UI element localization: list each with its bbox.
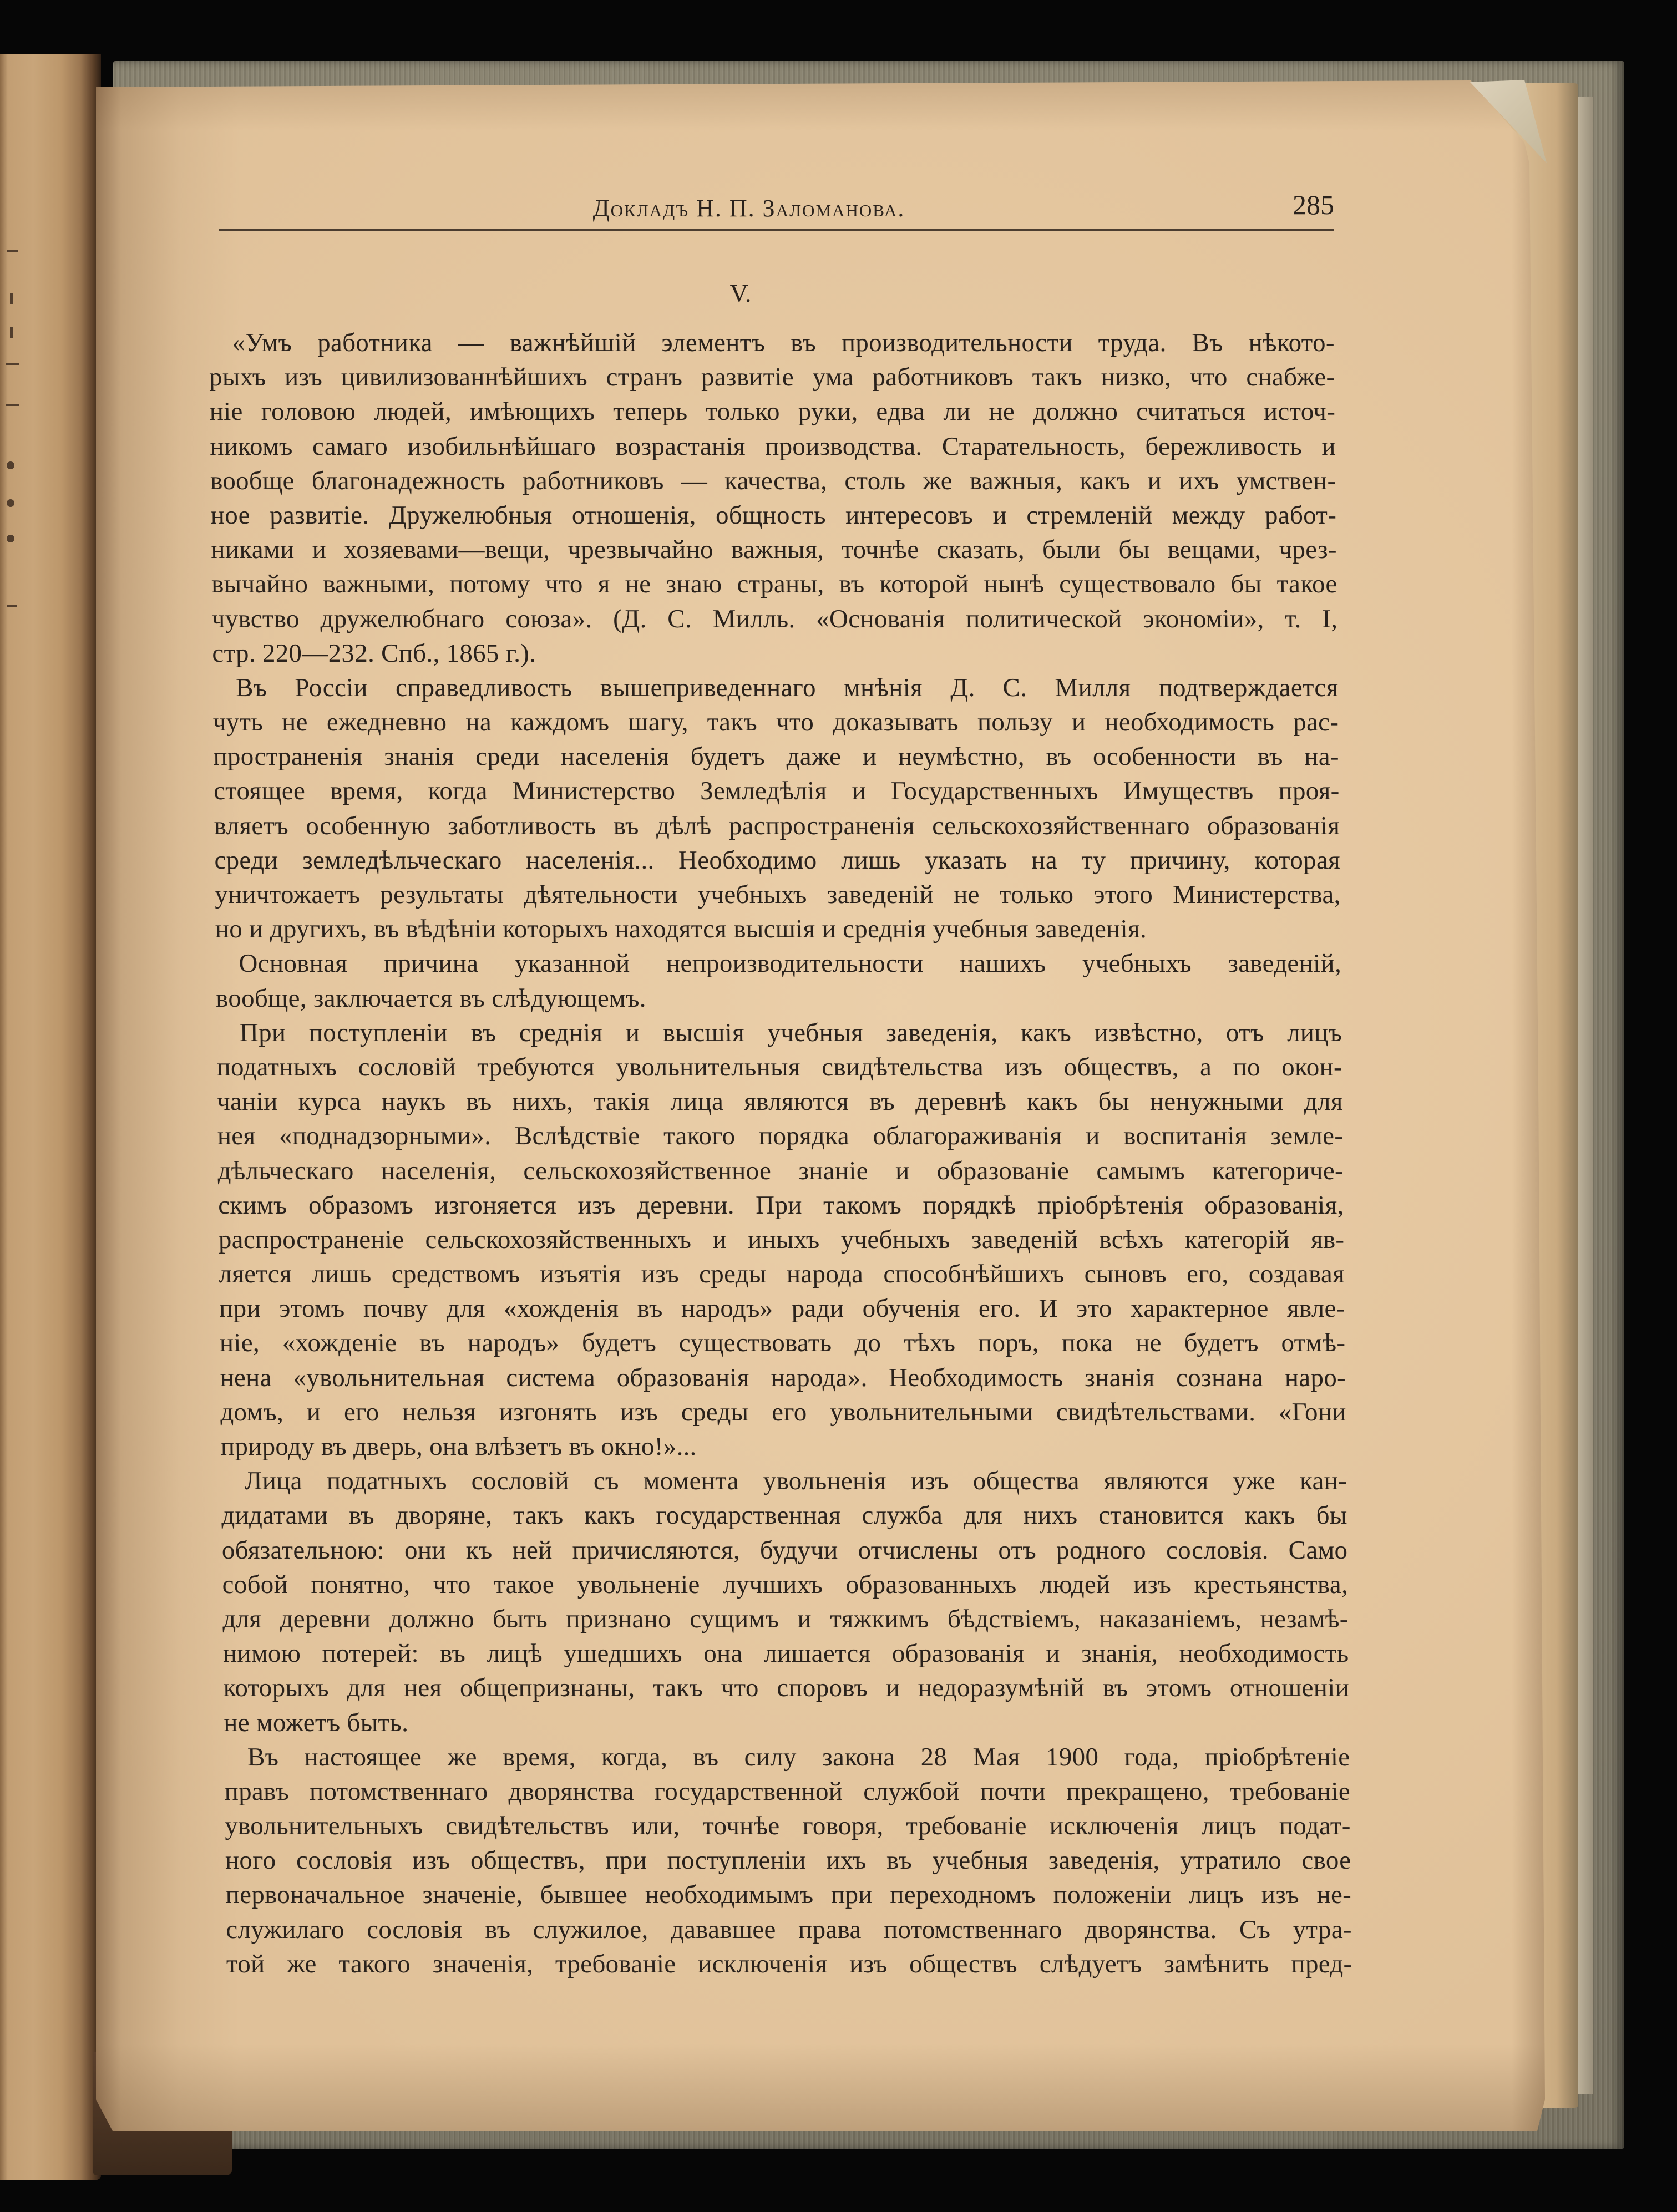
text-line: нимою потерей: въ лицѣ ушедшихъ она лишается образованія и знанія, необходимость bbox=[222, 1639, 1349, 1668]
text-line: скимъ образомъ изгоняется изъ деревни. При такомъ порядкѣ пріобрѣтенія образованія, bbox=[217, 1190, 1344, 1220]
facing-page-glyph-fragment bbox=[10, 293, 13, 304]
text-line: стоящее время, когда Министерство Земледѣлія и Государственныхъ Имуществъ проя- bbox=[213, 777, 1340, 806]
text-line: нена «увольнительная система образованія народа». Необходимость знанія сознана наро- bbox=[220, 1363, 1346, 1392]
text-line: служилаго сословія въ служилое, дававшее права потомственнаго дворянства. Съ утра- bbox=[226, 1915, 1352, 1944]
text-line: при этомъ почву для «хожденія въ народъ» ради обученія его. И это характерное явле- bbox=[219, 1294, 1345, 1323]
paragraph bbox=[215, 946, 1342, 1015]
facing-page-glyph-fragment bbox=[6, 363, 19, 365]
text-line: не можетъ быть. bbox=[223, 1708, 409, 1737]
text-line: дидатами въ дворяне, такъ какъ государственная служба для нихъ становится какъ бы bbox=[221, 1501, 1347, 1530]
text-line: правъ потомственнаго дворянства государственной службой почти прекращено, требованіе bbox=[224, 1777, 1351, 1806]
text-line: вляетъ особенную заботливость въ дѣлѣ распространенія сельскохозяйственнаго образованія bbox=[214, 811, 1340, 840]
text-line: пространенія знанія среди населенія будетъ даже и неумѣстно, въ особенности въ на- bbox=[213, 742, 1340, 772]
text-line: среди земледѣльческаго населенія... Необходимо лишь указать на ту причину, которая bbox=[214, 845, 1341, 875]
text-line: домъ, и его нельзя изгонять изъ среды его увольнительными свидѣтельствами. «Гони bbox=[220, 1397, 1346, 1427]
text-line: «Умъ работника — важнѣйшій элементъ въ производительности труда. Въ нѣкото- bbox=[232, 328, 1335, 357]
facing-page bbox=[0, 54, 101, 2180]
text-line: ніе, «хожденіе въ народъ» будетъ существовать до тѣхъ поръ, пока не будетъ отмѣ- bbox=[219, 1328, 1346, 1358]
text-line: нея «поднадзорными». Вслѣдствіе такого порядка облагораживанія и воспитанія земле- bbox=[217, 1122, 1344, 1151]
text-line: собой понятно, что такое увольненіе лучшихъ образованныхъ людей изъ крестьянства, bbox=[222, 1570, 1349, 1599]
text-line: рыхъ изъ цивилизованнѣйшихъ странъ развитіе ума работниковъ такъ низко, что снабже- bbox=[209, 363, 1335, 392]
body-text bbox=[209, 326, 1352, 1981]
text-line: распространеніе сельскохозяйственныхъ и иныхъ учебныхъ заведеній всѣхъ категорій яв- bbox=[218, 1225, 1345, 1254]
facing-page-glyph-fragment bbox=[7, 250, 18, 252]
text-line: той же такого значенія, требованіе исключенія изъ обществъ слѣдуетъ замѣнить пред- bbox=[226, 1949, 1352, 1978]
facing-page-glyph-fragment bbox=[7, 499, 14, 507]
text-line: природу въ дверь, она влѣзетъ въ окно!»... bbox=[220, 1432, 697, 1461]
text-line: стр. 220—232. Спб., 1865 г.). bbox=[212, 638, 536, 668]
header-rule bbox=[219, 229, 1334, 231]
underlying-sheet-edge bbox=[1578, 97, 1593, 2094]
text-line: никами и хозяевами—вещи, чрезвычайно важныя, точнѣе сказать, были бы вещами, чрез- bbox=[211, 535, 1337, 565]
text-line: ніе головою людей, имѣющихъ теперь только руки, едва ли не должно считаться источ- bbox=[209, 397, 1336, 427]
running-title: Докладъ Н. П. Заломанова. bbox=[592, 195, 905, 222]
text-line: для деревни должно быть признано сущимъ и тяжкимъ бѣдствіемъ, наказаніемъ, незамѣ- bbox=[222, 1604, 1349, 1633]
paragraph bbox=[221, 1464, 1350, 1740]
facing-page-glyph-fragment bbox=[7, 605, 17, 607]
text-line: чаніи курса наукъ въ нихъ, такія лица являются въ деревнѣ какъ бы ненужными для bbox=[216, 1087, 1343, 1117]
text-line: ное развитіе. Дружелюбныя отношенія, общность интересовъ и стремленій между работ- bbox=[210, 500, 1337, 530]
text-line: дѣльческаго населенія, сельскохозяйственное знаніе и образованіе самымъ категориче- bbox=[217, 1156, 1344, 1185]
facing-page-glyph-fragment bbox=[6, 404, 19, 406]
text-line: При поступленіи въ среднія и высшія учебныя заведенія, какъ извѣстно, отъ лицъ bbox=[239, 1018, 1342, 1047]
paragraph bbox=[212, 671, 1341, 947]
paragraph bbox=[216, 1016, 1347, 1464]
text-line: обязательною: они къ ней причисляются, будучи отчислены отъ родного сословія. Само bbox=[221, 1535, 1348, 1565]
paragraph bbox=[209, 326, 1339, 671]
facing-page-glyph-fragment bbox=[7, 461, 14, 469]
text-line: ного сословія изъ обществъ, при поступленіи ихъ въ учебныя заведенія, утратило свое bbox=[225, 1846, 1351, 1875]
text-line: ляется лишь средствомъ изъятія изъ среды народа способнѣйшихъ сыновъ его, создавая bbox=[219, 1260, 1345, 1289]
text-line: которыхъ для нея общепризнаны, такъ что споровъ и недоразумѣній въ этомъ отношеніи bbox=[223, 1673, 1350, 1703]
text-line: вычайно важными, потому что я не знаю страны, въ которой нынѣ существовало бы такое bbox=[211, 570, 1337, 599]
text-line: податныхъ сословій требуются увольнительныя свидѣтельства изъ обществъ, а по окон- bbox=[216, 1052, 1343, 1082]
page-number: 285 bbox=[1293, 189, 1334, 220]
text-line: уничтожаетъ результаты дѣятельности учебныхъ заведеній не только этого Министерства, bbox=[214, 880, 1341, 909]
text-line: чуть не ежедневно на каждомъ шагу, такъ что доказывать пользу и необходимость рас- bbox=[212, 708, 1339, 737]
text-line: никомъ самаго изобильнѣйшаго возрастанія производства. Старательность, бережливость и bbox=[210, 432, 1336, 461]
text-line: Въ Россіи справедливость вышеприведеннаго мнѣнія Д. С. Милля подтверждается bbox=[235, 673, 1339, 702]
text-line: чувство дружелюбнаго союза». (Д. С. Милль. «Основанія политической экономіи», т. I, bbox=[211, 604, 1338, 633]
text-line: вообще, заключается въ слѣдующемъ. bbox=[215, 983, 646, 1013]
text-line: Лица податныхъ сословій съ момента увольненія изъ общества являются уже кан- bbox=[244, 1467, 1347, 1496]
text-line: но и другихъ, въ вѣдѣніи которыхъ находятся высшія и среднія учебныя заведенія. bbox=[215, 915, 1147, 944]
facing-page-glyph-fragment bbox=[7, 535, 14, 542]
facing-page-glyph-fragment bbox=[10, 327, 13, 338]
text-line: вообще благонадежность работниковъ — качества, столь же важныя, какъ и ихъ умствен- bbox=[210, 466, 1336, 495]
text-line: Основная причина указанной непроизводительности нашихъ учебныхъ заведеній, bbox=[239, 949, 1342, 978]
section-numeral: V. bbox=[729, 279, 752, 307]
text-line: увольнительныхъ свидѣтельствъ или, точнѣе говоря, требованіе исключенія лицъ подат- bbox=[224, 1812, 1351, 1841]
text-line: Въ настоящее же время, когда, въ силу закона 28 Мая 1900 года, пріобрѣтеніе bbox=[247, 1742, 1350, 1772]
text-line: первоначальное значеніе, бывшее необходимымъ при переходномъ положеніи лицъ изъ не- bbox=[225, 1880, 1352, 1910]
paragraph bbox=[224, 1740, 1353, 1981]
